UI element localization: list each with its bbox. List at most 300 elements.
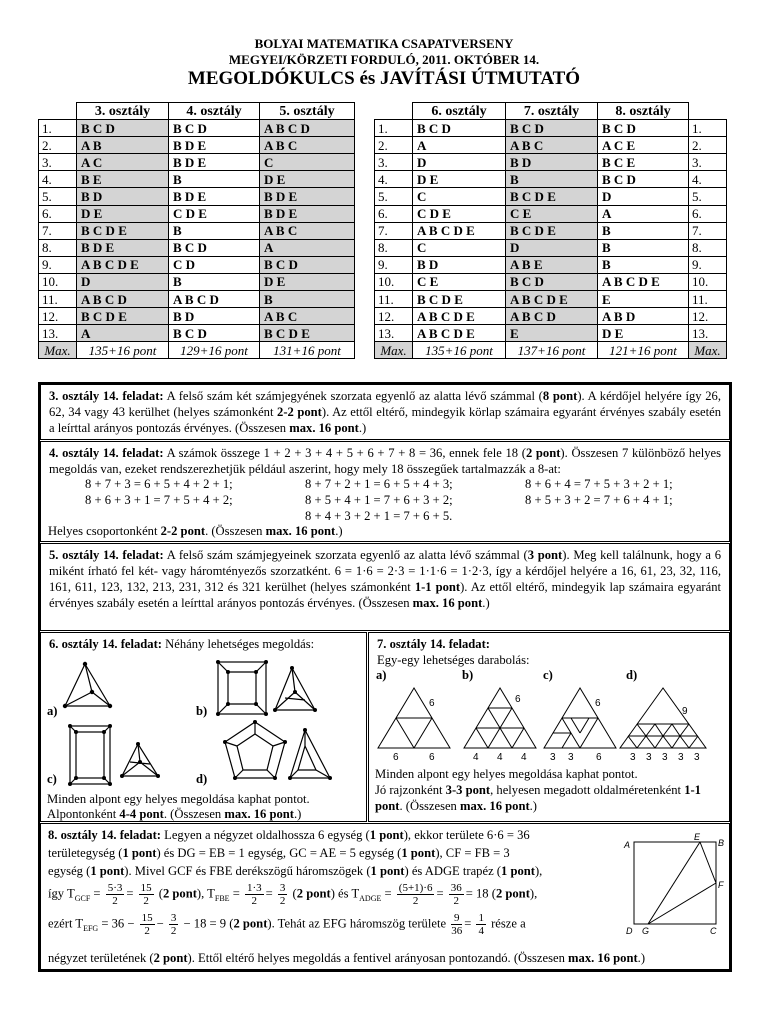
answer-cell: A B C	[260, 137, 355, 154]
answer-cell: A B E	[506, 256, 598, 273]
task-8-text: ), ekkor területe 6·6 = 36	[403, 828, 530, 842]
task-4-text: A számok összege 1 + 2 + 3 + 4 + 5 + 6 + 7 + 8 = 36, ennek fele 18 (	[163, 446, 526, 460]
table-gap	[355, 273, 375, 290]
task-8-frac-num: 9	[451, 912, 462, 925]
task-8-text: .)	[637, 951, 646, 965]
max-points: 129+16 pont	[169, 342, 260, 359]
task-8-points: 1 pont	[369, 828, 404, 842]
row-number: 6.	[39, 205, 77, 222]
task-4-eq: 8 + 5 + 3 + 2 = 7 + 6 + 4 + 1;	[525, 493, 673, 507]
answer-cell: B C D	[260, 256, 355, 273]
task-8-frac-den: 4	[478, 924, 484, 937]
answer-key-table	[38, 102, 727, 359]
task-8-frac	[397, 882, 435, 907]
task-7-title: 7. osztály 14. feladat:	[377, 637, 490, 651]
task-7-num: 3	[662, 752, 668, 763]
answer-cell: A B C D E	[413, 222, 506, 239]
row-number: 11.	[689, 291, 727, 308]
answer-cell: C	[413, 239, 506, 256]
task-8-text: ). Mivel GCF és FBE derékszögű háromszögek (	[124, 864, 371, 878]
task-8-line: így $T_{GCF}$ = $\frac{5\cdot 3}{2}$ = $\frac{15}{2}$ (2 pont), $T_{FBE}$ = $\frac{1\cdot 3}{2}$ = $\frac{3}{2}$ (2 pont) és $T_{ADGE}$ = $\frac{(5+1)\cdot 6}{2}$ = $\frac{36}{2}$ = 18 (2 pont),	[48, 882, 538, 907]
answer-cell: B D	[77, 188, 169, 205]
table-row	[39, 120, 727, 137]
task-5-points: 3 pont	[527, 548, 563, 562]
task-5-points: 1-1 pont	[414, 580, 461, 594]
task-4-footer-text: .)	[335, 524, 343, 538]
fig-label: F	[718, 880, 724, 890]
task-8-points: 1 pont	[90, 864, 125, 878]
fig-label: G	[642, 926, 650, 936]
task-4-footer-text: Helyes csoportonként	[48, 524, 161, 538]
task-8-frac-den: 2	[144, 924, 150, 937]
answer-cell: A B C D	[77, 291, 169, 308]
answer-cell: D E	[598, 325, 689, 342]
answer-cell: B C D	[169, 325, 260, 342]
answer-cell: B C D E	[413, 291, 506, 308]
table-row	[39, 256, 727, 273]
answer-cell: A B C	[260, 222, 355, 239]
task-8-line	[48, 862, 618, 880]
task-6-footer-max: max. 16 pont	[224, 807, 294, 821]
column-header: 6. osztály	[413, 103, 506, 120]
table-gap	[355, 291, 375, 308]
task-5-text: ). Az ettől eltérő, mindegyik lap számaira egyaránt érvényes szabály esetén a leírttal arányos pontozás érvényes. (Összesen	[49, 580, 721, 610]
task-7-num: 3	[630, 752, 636, 763]
task-8-text: . Tehát az EFG háromszög területe	[271, 916, 447, 931]
task-7-label-a: a)	[376, 668, 387, 682]
task-4-footer	[48, 524, 343, 539]
answer-cell: B C D E	[77, 222, 169, 239]
task-8-line: ezért $T_{EFG} = 36$ − $\frac{15}{2}$ − $\frac{3}{2}$ − 18 = 9 (2 pont). Tehát az EFG háromszög területe $\frac{9}{36}$ = $\frac{1}{4}$ része a	[48, 911, 526, 937]
task-3	[40, 384, 730, 440]
task-3-text: ). A kérdőjel helyére így 26, 62, 34 vagy 43 kerülhet (helyes számonként	[49, 389, 721, 419]
table-corner	[375, 103, 413, 120]
task-3-text: ). Az ettől eltérő, mindegyik körlap számaira egyaránt érvényes szabály esetén a leírttal arányos pontozás érvényes. (Összesen	[49, 405, 722, 435]
answer-cell: A B C D E	[413, 308, 506, 325]
task-6-footer	[47, 792, 362, 822]
answer-cell: A B C D E	[598, 273, 689, 290]
column-header: 4. osztály	[169, 103, 260, 120]
answer-cell: B C D	[169, 239, 260, 256]
task-8-square-figure	[622, 832, 726, 938]
max-points: 137+16 pont	[506, 342, 598, 359]
table-gap	[355, 222, 375, 239]
max-label: Max.	[39, 342, 77, 359]
row-number: 3.	[689, 154, 727, 171]
answer-cell: B C D	[77, 120, 169, 137]
task-7-num: 3	[694, 752, 700, 763]
answer-cell: B E	[77, 171, 169, 188]
row-number: 1.	[689, 120, 727, 137]
fig-label: A	[624, 840, 631, 850]
column-header: 5. osztály	[260, 103, 355, 120]
task-8-frac-den: 2	[143, 895, 149, 907]
answer-cell: B	[169, 171, 260, 188]
answer-cell: C D E	[169, 205, 260, 222]
task-8-text: ). Ettől eltérő helyes megoldás a fentivel arányosan pontozandó. (Összesen	[187, 951, 569, 965]
answer-cell: B D	[169, 308, 260, 325]
task-8-points: 1 pont	[401, 846, 436, 860]
task-8-frac-num: 1·3	[246, 882, 262, 894]
row-number: 9.	[39, 256, 77, 273]
task-7-num: 4	[473, 752, 479, 763]
table-gap	[355, 137, 375, 154]
table-gap	[355, 205, 375, 222]
answer-cell: D E	[260, 273, 355, 290]
answer-cell: E	[598, 291, 689, 308]
task-6-label-d: d)	[196, 772, 208, 786]
table-row	[39, 188, 727, 205]
task-8-frac	[169, 912, 179, 937]
task-8-text: Legyen a négyzet oldalhossza 6 egység (	[160, 828, 370, 842]
task-4-text: ). Összesen 7 különböző helyes megoldás van, ezeket rendszerezhetjük például aszerint, hogy mely 18 összegűek tartalmazzák a 8-at:	[49, 446, 721, 476]
answer-cell: A C E	[598, 137, 689, 154]
answer-cell: A B D	[598, 308, 689, 325]
task-7-num: 6	[515, 694, 521, 705]
row-number: 13.	[39, 325, 77, 342]
task-8-points: 1 pont	[122, 846, 157, 860]
row-number: 5.	[39, 188, 77, 205]
answer-cell: B	[169, 273, 260, 290]
task-6-footer-points: 4-4 pont	[119, 807, 164, 821]
task-6-title: 6. osztály 14. feladat:	[49, 637, 162, 651]
task-8-frac	[451, 912, 462, 937]
task-8-text: egység (	[48, 864, 91, 878]
answer-cell: A	[413, 137, 506, 154]
task-7-footer	[375, 766, 725, 814]
row-number: 7.	[375, 222, 413, 239]
task-6-footer-text: Alpontonként	[47, 807, 120, 821]
answer-cell: A B C D E	[506, 291, 598, 308]
task-7-footer-text: .)	[529, 799, 537, 813]
answer-cell: B	[169, 222, 260, 239]
answer-cell: B C D	[413, 120, 506, 137]
task-7-num: 6	[429, 752, 435, 763]
answer-cell: C D E	[413, 205, 506, 222]
task-7-num: 6	[595, 698, 601, 709]
row-number: 6.	[375, 205, 413, 222]
column-header: 8. osztály	[598, 103, 689, 120]
answer-cell: B C D	[598, 120, 689, 137]
task-8-frac-num: 3	[170, 911, 177, 924]
task-7-footer-line: Minden alpont egy helyes megoldása kaphat pontot.	[375, 767, 638, 781]
table-corner	[689, 103, 727, 120]
row-number: 10.	[375, 273, 413, 290]
task-8-points: 2 pont	[153, 951, 188, 965]
fig-label: D	[626, 926, 633, 936]
answer-cell: B C D	[506, 120, 598, 137]
task-6-label-c: c)	[47, 772, 57, 786]
row-number: 11.	[375, 291, 413, 308]
answer-cell: C E	[506, 205, 598, 222]
row-number: 1.	[39, 120, 77, 137]
row-number: 12.	[39, 308, 77, 325]
max-label: Max.	[375, 342, 413, 359]
row-number: 2.	[39, 137, 77, 154]
task-4-points: 2 pont	[525, 446, 561, 460]
task-8-frac	[449, 882, 464, 907]
task-8-frac-den: 2	[279, 895, 286, 907]
task-7-footer-text: Jó rajzonként	[375, 783, 446, 797]
answer-cell: A B C D	[506, 308, 598, 325]
header-line-1: BOLYAI MATEMATIKA CSAPATVERSENY	[254, 36, 514, 51]
max-points: 135+16 pont	[413, 342, 506, 359]
answer-cell: D E	[260, 171, 355, 188]
table-row	[39, 325, 727, 342]
max-points: 121+16 pont	[598, 342, 689, 359]
table-gap	[355, 120, 375, 137]
task-8-points: 1 pont	[501, 864, 535, 878]
max-points-row	[39, 342, 727, 359]
answer-cell: B D E	[77, 239, 169, 256]
task-8-text: négyzet területének (	[48, 951, 154, 965]
answer-cell: A B C D	[169, 291, 260, 308]
answer-cell: B	[598, 256, 689, 273]
table-gap	[355, 342, 375, 359]
answer-cell: E	[506, 325, 598, 342]
row-number: 2.	[689, 137, 727, 154]
task-8-text: = 36 −	[101, 916, 135, 931]
task-7-footer-text: . (Összesen	[399, 799, 461, 813]
row-number: 10.	[39, 273, 77, 290]
task-8-frac-den: 2	[453, 895, 459, 907]
task-8-frac	[106, 882, 125, 907]
task-4-title: 4. osztály 14. feladat:	[49, 446, 164, 460]
table-row	[39, 154, 727, 171]
task-7-footer-max: max. 16 pont	[460, 799, 530, 813]
row-number: 8.	[39, 239, 77, 256]
table-gap	[355, 239, 375, 256]
task-7-num: 3	[646, 752, 652, 763]
table-row	[39, 171, 727, 188]
table-gap	[355, 188, 375, 205]
answer-cell: A	[598, 205, 689, 222]
task-7-footer-points: 3-3 pont	[445, 783, 491, 797]
task-4-eq: 8 + 7 + 2 + 1 = 6 + 5 + 4 + 3;	[305, 477, 453, 491]
row-number: 4.	[375, 171, 413, 188]
answer-cell: B D E	[169, 188, 260, 205]
row-number: 5.	[375, 188, 413, 205]
row-number: 4.	[689, 171, 727, 188]
task-8-max: max. 16 pont	[568, 951, 638, 965]
answer-cell: A B C D E	[77, 256, 169, 273]
task-7-num: 6	[429, 698, 435, 709]
task-8-text: ),	[534, 864, 543, 878]
answer-cell: B C D E	[77, 308, 169, 325]
task-7-footer-text: , helyesen megadott oldalméretenként	[490, 783, 685, 797]
answer-cell: B C E	[598, 154, 689, 171]
task-8-frac-num: (5+1)·6	[398, 882, 433, 894]
task-5-max: max. 16 pont	[412, 596, 483, 610]
row-number: 8.	[375, 239, 413, 256]
answer-cell: A B C D E	[413, 325, 506, 342]
table-row	[39, 291, 727, 308]
column-header: 7. osztály	[506, 103, 598, 120]
answer-cell: D	[77, 273, 169, 290]
answer-cell: B	[598, 222, 689, 239]
row-number: 13.	[689, 325, 727, 342]
task-3-points: 8 pont	[542, 389, 578, 403]
row-number: 10.	[689, 273, 727, 290]
task-8-frac	[139, 882, 154, 907]
column-header: 3. osztály	[77, 103, 169, 120]
row-number: 7.	[39, 222, 77, 239]
answer-cell: A	[260, 239, 355, 256]
task-3-points: 2-2 pont	[277, 405, 322, 419]
task-6-subtitle: Néhány lehetséges megoldás:	[161, 637, 315, 651]
table-row	[39, 137, 727, 154]
task-7-footer-line	[375, 782, 725, 814]
task-6-footer-line: Minden alpont egy helyes megoldása kaphat pontot.	[47, 792, 310, 806]
answer-cell: B D	[506, 154, 598, 171]
task-3-max: max. 16 pont	[289, 421, 359, 435]
answer-cell: B C D	[506, 273, 598, 290]
task-5	[40, 543, 730, 631]
task-4-eq: 8 + 6 + 4 = 7 + 5 + 3 + 2 + 1;	[525, 477, 673, 491]
row-number: 8.	[689, 239, 727, 256]
task-8-frac	[245, 882, 264, 907]
answer-cell: D E	[77, 205, 169, 222]
task-7-num: 3	[550, 752, 556, 763]
answer-cell: B C D	[169, 120, 260, 137]
task-8-frac-num: 15	[141, 911, 153, 924]
page-title: MEGOLDÓKULCS és JAVÍTÁSI ÚTMUTATÓ	[187, 68, 581, 89]
task-8-points: 2 pont	[296, 886, 331, 901]
answer-cell: A B C	[260, 308, 355, 325]
row-number: 6.	[689, 205, 727, 222]
task-4-eq: 8 + 4 + 3 + 2 + 1 = 7 + 6 + 5.	[305, 509, 453, 523]
answer-cell: C	[260, 154, 355, 171]
task-8-text: ) és DG = EB = 1 egység, GC = AE = 5 egység (	[156, 846, 402, 860]
row-number: 9.	[375, 256, 413, 273]
answer-cell: D E	[413, 171, 506, 188]
task-8-frac-den: 36	[451, 924, 463, 937]
task-8-frac-num: 15	[140, 882, 152, 894]
task-8-text: ezért T	[48, 916, 84, 931]
answer-cell: B D E	[169, 154, 260, 171]
task-8-points: 2 pont	[162, 886, 197, 901]
table-gap	[355, 256, 375, 273]
table-row	[39, 205, 727, 222]
task-8-frac-den: 2	[412, 895, 419, 907]
task-8-body	[48, 826, 618, 938]
answer-cell: D	[598, 188, 689, 205]
task-8-text: része a	[491, 916, 526, 931]
answer-cell: C D	[169, 256, 260, 273]
task-7-footer-points: 1-1 pont	[375, 783, 701, 813]
answer-cell: B D	[413, 256, 506, 273]
row-number: 7.	[689, 222, 727, 239]
answer-cell: B	[260, 291, 355, 308]
task-4-eq: 8 + 7 + 3 = 6 + 5 + 4 + 2 + 1;	[85, 477, 233, 491]
row-number: 9.	[689, 256, 727, 273]
task-8-frac-num: 3	[279, 882, 286, 894]
task-4-footer-text: . (Összesen	[205, 524, 266, 538]
answer-cell: B D E	[260, 188, 355, 205]
table-gap	[355, 154, 375, 171]
answer-cell: B C D E	[260, 325, 355, 342]
task-7-label-b: b)	[462, 668, 474, 682]
task-5-text: .)	[482, 596, 490, 610]
task-8-frac	[278, 882, 288, 907]
task-8-text: így T	[48, 886, 75, 901]
task-4-eq: 8 + 5 + 4 + 1 = 7 + 6 + 3 + 2;	[305, 493, 453, 507]
table-row	[39, 308, 727, 325]
max-points: 135+16 pont	[77, 342, 169, 359]
answer-cell: A B	[77, 137, 169, 154]
table-row	[39, 273, 727, 290]
task-4-footer-points: 2-2 pont	[160, 524, 206, 538]
task-4-footer-max: max. 16 pont	[265, 524, 336, 538]
max-points: 131+16 pont	[260, 342, 355, 359]
row-number: 11.	[39, 291, 77, 308]
answer-cell: A B C	[506, 137, 598, 154]
answer-cell: B C D E	[506, 188, 598, 205]
answer-cell: B	[598, 239, 689, 256]
task-7-figures	[370, 680, 728, 766]
table-corner	[39, 103, 77, 120]
table-row	[39, 239, 727, 256]
task-8-text: ) és ADGE trapéz (	[404, 864, 501, 878]
table-header-row	[39, 103, 727, 120]
task-7-num: 4	[497, 752, 503, 763]
task-3-text: .)	[358, 421, 367, 435]
task-7-num: 3	[568, 752, 574, 763]
table-gap	[355, 103, 375, 120]
task-5-text: A felső szám számjegyeinek szorzata egyenlő az alatta lévő számmal (	[163, 548, 528, 562]
task-7-num: 6	[393, 752, 399, 763]
answer-cell: B D E	[169, 137, 260, 154]
task-6-footer-text: . (Összesen	[163, 807, 225, 821]
task-8-frac-num: 1	[478, 911, 484, 924]
task-8-points: 2 pont	[233, 916, 268, 931]
task-6-footer-text: .)	[294, 807, 302, 821]
row-number: 3.	[375, 154, 413, 171]
row-number: 12.	[375, 308, 413, 325]
task-8-line	[48, 844, 618, 862]
task-5-title: 5. osztály 14. feladat:	[49, 548, 164, 562]
row-number: 13.	[375, 325, 413, 342]
task-7-num: 9	[682, 706, 688, 717]
task-8-text: − 18 = 9	[183, 916, 227, 931]
answer-cell: D	[506, 239, 598, 256]
max-label: Max.	[689, 342, 727, 359]
task-8-frac-den: 2	[170, 924, 177, 937]
task-8-points: 2 pont	[495, 886, 530, 901]
task-8-frac	[140, 912, 155, 937]
task-6-figures	[40, 650, 367, 788]
table-row	[39, 222, 727, 239]
row-number: 12.	[689, 308, 727, 325]
answer-cell: B	[506, 171, 598, 188]
task-8-frac-num: 36	[450, 882, 462, 894]
task-3-text: A felső szám két számjegyének szorzata egyenlő az alatta lévő számmal (	[163, 389, 543, 403]
row-number: 1.	[375, 120, 413, 137]
row-number: 4.	[39, 171, 77, 188]
answer-cell: C E	[413, 273, 506, 290]
row-number: 5.	[689, 188, 727, 205]
task-8-frac	[476, 912, 486, 937]
task-8-line	[48, 826, 618, 844]
row-number: 3.	[39, 154, 77, 171]
task-7-subtitle: Egy-egy lehetséges darabolás:	[377, 653, 530, 667]
task-4-eq: 8 + 6 + 3 + 1 = 7 + 5 + 4 + 2;	[85, 493, 233, 507]
answer-cell: B D E	[260, 205, 355, 222]
task-8-title: 8. osztály 14. feladat:	[48, 828, 161, 842]
answer-cell: C	[413, 188, 506, 205]
fig-label: C	[710, 926, 717, 936]
task-5-text: ). Meg kell találnunk, hogy a 6 miként írható fel két- vagy háromtényezős szorzatként. 6 = 1·6 = 2·3 = 1·1·6 = 1·2·3, így a kérdőjel helyére a 16, 61, 23, 32, 116, 161, 611, 123, 132, 213, 231, 312 és 321 kerülhet (helyes számonként	[49, 548, 721, 594]
